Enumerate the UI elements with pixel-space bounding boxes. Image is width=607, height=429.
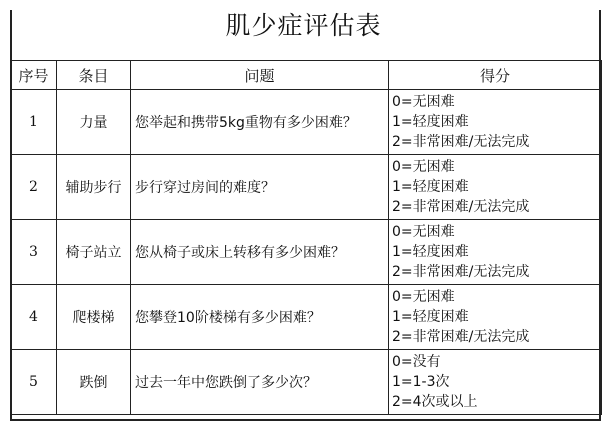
row-item: 椅子站立 <box>57 220 131 285</box>
row-score-options <box>389 220 602 285</box>
row-score-options <box>389 285 602 350</box>
score-option: 2=非常困难/无法完成 <box>392 199 530 215</box>
score-option: 2=非常困难/无法完成 <box>392 329 530 345</box>
score-option: 1=轻度困难 <box>392 114 469 130</box>
score-option: 2=4次或以上 <box>392 394 478 410</box>
score-option: 2=非常困难/无法完成 <box>392 134 530 150</box>
page-title: 肌少症评估表 <box>225 11 382 40</box>
row-question: 过去一年中您跌倒了多少次？ <box>131 350 389 415</box>
row-question: 步行穿过房间的难度？ <box>131 155 389 220</box>
row-score-options <box>389 90 602 155</box>
row-score-options <box>389 155 602 220</box>
score-option: 1=1-3次 <box>392 374 450 390</box>
header-question: 问题 <box>131 61 389 90</box>
row-score-options <box>389 350 602 415</box>
score-option: 0=无困难 <box>392 224 455 240</box>
row-num: 1 <box>11 90 57 155</box>
row-num: 5 <box>11 350 57 415</box>
row-num: 4 <box>11 285 57 350</box>
header-num: 序号 <box>11 61 57 90</box>
row-item: 跌倒 <box>57 350 131 415</box>
assessment-table <box>10 60 602 415</box>
row-question: 您举起和携带5kg重物有多少困难？ <box>131 90 389 155</box>
table-row <box>11 90 602 155</box>
row-question: 您从椅子或床上转移有多少困难？ <box>131 220 389 285</box>
row-item: 辅助步行 <box>57 155 131 220</box>
header-score: 得分 <box>389 61 602 90</box>
score-option: 1=轻度困难 <box>392 244 469 260</box>
score-option: 0=没有 <box>392 354 441 370</box>
row-item: 爬楼梯 <box>57 285 131 350</box>
table-row <box>11 155 602 220</box>
score-option: 1=轻度困难 <box>392 309 469 325</box>
header-row <box>11 61 602 90</box>
table-row <box>11 220 602 285</box>
score-option: 0=无困难 <box>392 94 455 110</box>
table-row <box>11 350 602 415</box>
score-option: 0=无困难 <box>392 159 455 175</box>
score-option: 0=无困难 <box>392 289 455 305</box>
row-question: 您攀登10阶楼梯有多少困难？ <box>131 285 389 350</box>
row-item: 力量 <box>57 90 131 155</box>
row-num: 2 <box>11 155 57 220</box>
table-row <box>11 285 602 350</box>
score-option: 1=轻度困难 <box>392 179 469 195</box>
header-item: 条目 <box>57 61 131 90</box>
row-num: 3 <box>11 220 57 285</box>
score-option: 2=非常困难/无法完成 <box>392 264 530 280</box>
